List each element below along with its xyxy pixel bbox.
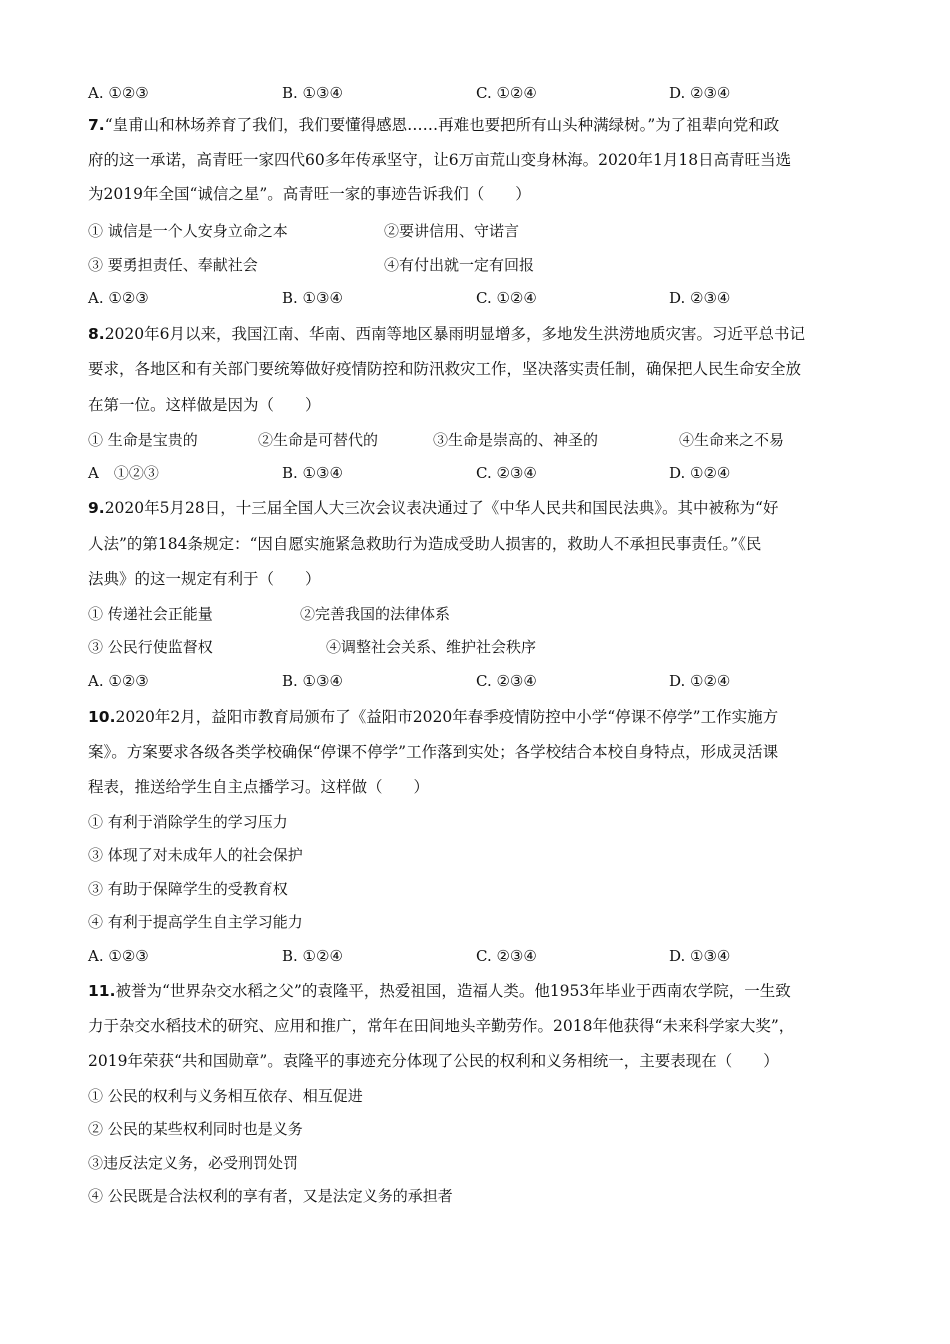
q10-stem-line: 10.2020年2月，益阳市教育局颁布了《益阳市2020年春季疫情防控中小学“停课不停学”工作实施方 [88,708,779,726]
q6-option-c: C. ①②④ [476,84,537,102]
q10-statement-3: ③ 有助于保障学生的受教育权 [88,880,288,898]
q11-stem-line: 力于杂交水稻技术的研究、应用和推广，常年在田间地头辛勤劳作。2018年他获得“未来科学家大奖”， [88,1017,795,1035]
q11-statement-2: ② 公民的某些权利同时也是义务 [88,1120,303,1138]
q8-option-b: B. ①③④ [282,464,343,482]
q9-option-d: D. ①②④ [669,672,731,690]
q8-statement-2: ②生命是可替代的 [258,431,379,449]
q11-statement-1: ① 公民的权利与义务相互依存、相互促进 [88,1087,363,1105]
q8-statement-4: ④生命来之不易 [679,431,785,449]
q10-option-b: B. ①②④ [282,947,343,965]
q9-statement-2: ②完善我国的法律体系 [300,605,451,623]
q9-statement-3: ③ 公民行使监督权 [88,638,213,656]
q6-option-b: B. ①③④ [282,84,343,102]
q8-stem-line: 在第一位。这样做是因为（ ） [88,396,321,414]
q9-stem-line: 9.2020年5月28日，十三届全国人大三次会议表决通过了《中华人民共和国民法典》。其中被称为“好 [88,499,779,517]
q10-option-d: D. ①③④ [669,947,731,965]
q7-number: 7. [88,116,105,134]
q7-statement-1: ① 诚信是一个人安身立命之本 [88,222,288,240]
q9-statement-1: ① 传递社会正能量 [88,605,213,623]
q7-option-d: D. ②③④ [669,289,731,307]
q9-option-c: C. ②③④ [476,672,537,690]
q10-statement-1: ① 有利于消除学生的学习压力 [88,813,288,831]
q10-number: 10. [88,708,116,726]
q7-option-c: C. ①②④ [476,289,537,307]
q8-statement-1: ① 生命是宝贵的 [88,431,198,449]
q8-number: 8. [88,325,105,343]
q7-statement-3: ③ 要勇担责任、奉献社会 [88,256,258,274]
q11-statement-3: ③违反法定义务，必受刑罚处罚 [88,1154,299,1172]
q7-stem-line: 府的这一承诺，高青旺一家四代60多年传承坚守，让6万亩荒山变身林海。2020年1月18日高青旺当选 [88,151,792,169]
q6-option-a: A. ①②③ [88,84,149,102]
q10-option-c: C. ②③④ [476,947,537,965]
q11-stem-line: 2019年荣获“共和国勋章”。袁隆平的事迹充分体现了公民的权利和义务相统一，主要表现在（ ） [88,1052,779,1070]
q7-option-b: B. ①③④ [282,289,343,307]
q7-statement-2: ②要讲信用、守诺言 [384,222,520,240]
q8-statement-3: ③生命是崇高的、神圣的 [433,431,599,449]
q11-statement-4: ④ 公民既是合法权利的享有者，又是法定义务的承担者 [88,1187,453,1205]
q11-number: 11. [88,982,116,1000]
q6-option-d: D. ②③④ [669,84,731,102]
q8-option-a: A ①②③ [88,464,159,482]
q7-option-a: A. ①②③ [88,289,149,307]
q8-option-d: D. ①②④ [669,464,731,482]
q11-stem-line: 11.被誉为“世界杂交水稻之父”的袁隆平，热爱祖国，造福人类。他1953年毕业于西南农学院，一生致 [88,982,791,1000]
q10-stem-line: 案》。方案要求各级各类学校确保“停课不停学”工作落到实处；各学校结合本校自身特点，形成灵活课 [88,743,779,761]
q7-stem-line: 为2019年全国“诚信之星”。高青旺一家的事迹告诉我们（ ） [88,185,531,203]
q9-option-a: A. ①②③ [88,672,149,690]
q7-statement-4: ④有付出就一定有回报 [384,256,535,274]
q10-stem-line: 程表，推送给学生自主点播学习。这样做（ ） [88,778,430,796]
q8-stem-line: 8.2020年6月以来，我国江南、华南、西南等地区暴雨明显增多，多地发生洪涝地质灾害。习近平总书记 [88,325,805,343]
q10-statement-4: ④ 有利于提高学生自主学习能力 [88,913,303,931]
q7-stem-line: 7.“皇甫山和林场养育了我们，我们要懂得感恩……再难也要把所有山头种满绿树。”为了祖辈向党和政 [88,116,780,134]
q9-statement-4: ④调整社会关系、维护社会秩序 [326,638,537,656]
q9-option-b: B. ①③④ [282,672,343,690]
q8-option-c: C. ②③④ [476,464,537,482]
q8-stem-line: 要求，各地区和有关部门要统筹做好疫情防控和防汛救灾工作，坚决落实责任制，确保把人民生命安全放 [88,360,802,378]
q9-stem-line: 人法”的第184条规定：“因自愿实施紧急救助行为造成受助人损害的，救助人不承担民事责任。”《民 [88,535,762,553]
q10-option-a: A. ①②③ [88,947,149,965]
q10-statement-2: ③ 体现了对未成年人的社会保护 [88,846,303,864]
q9-number: 9. [88,499,105,517]
q9-stem-line: 法典》的这一规定有利于（ ） [88,570,321,588]
